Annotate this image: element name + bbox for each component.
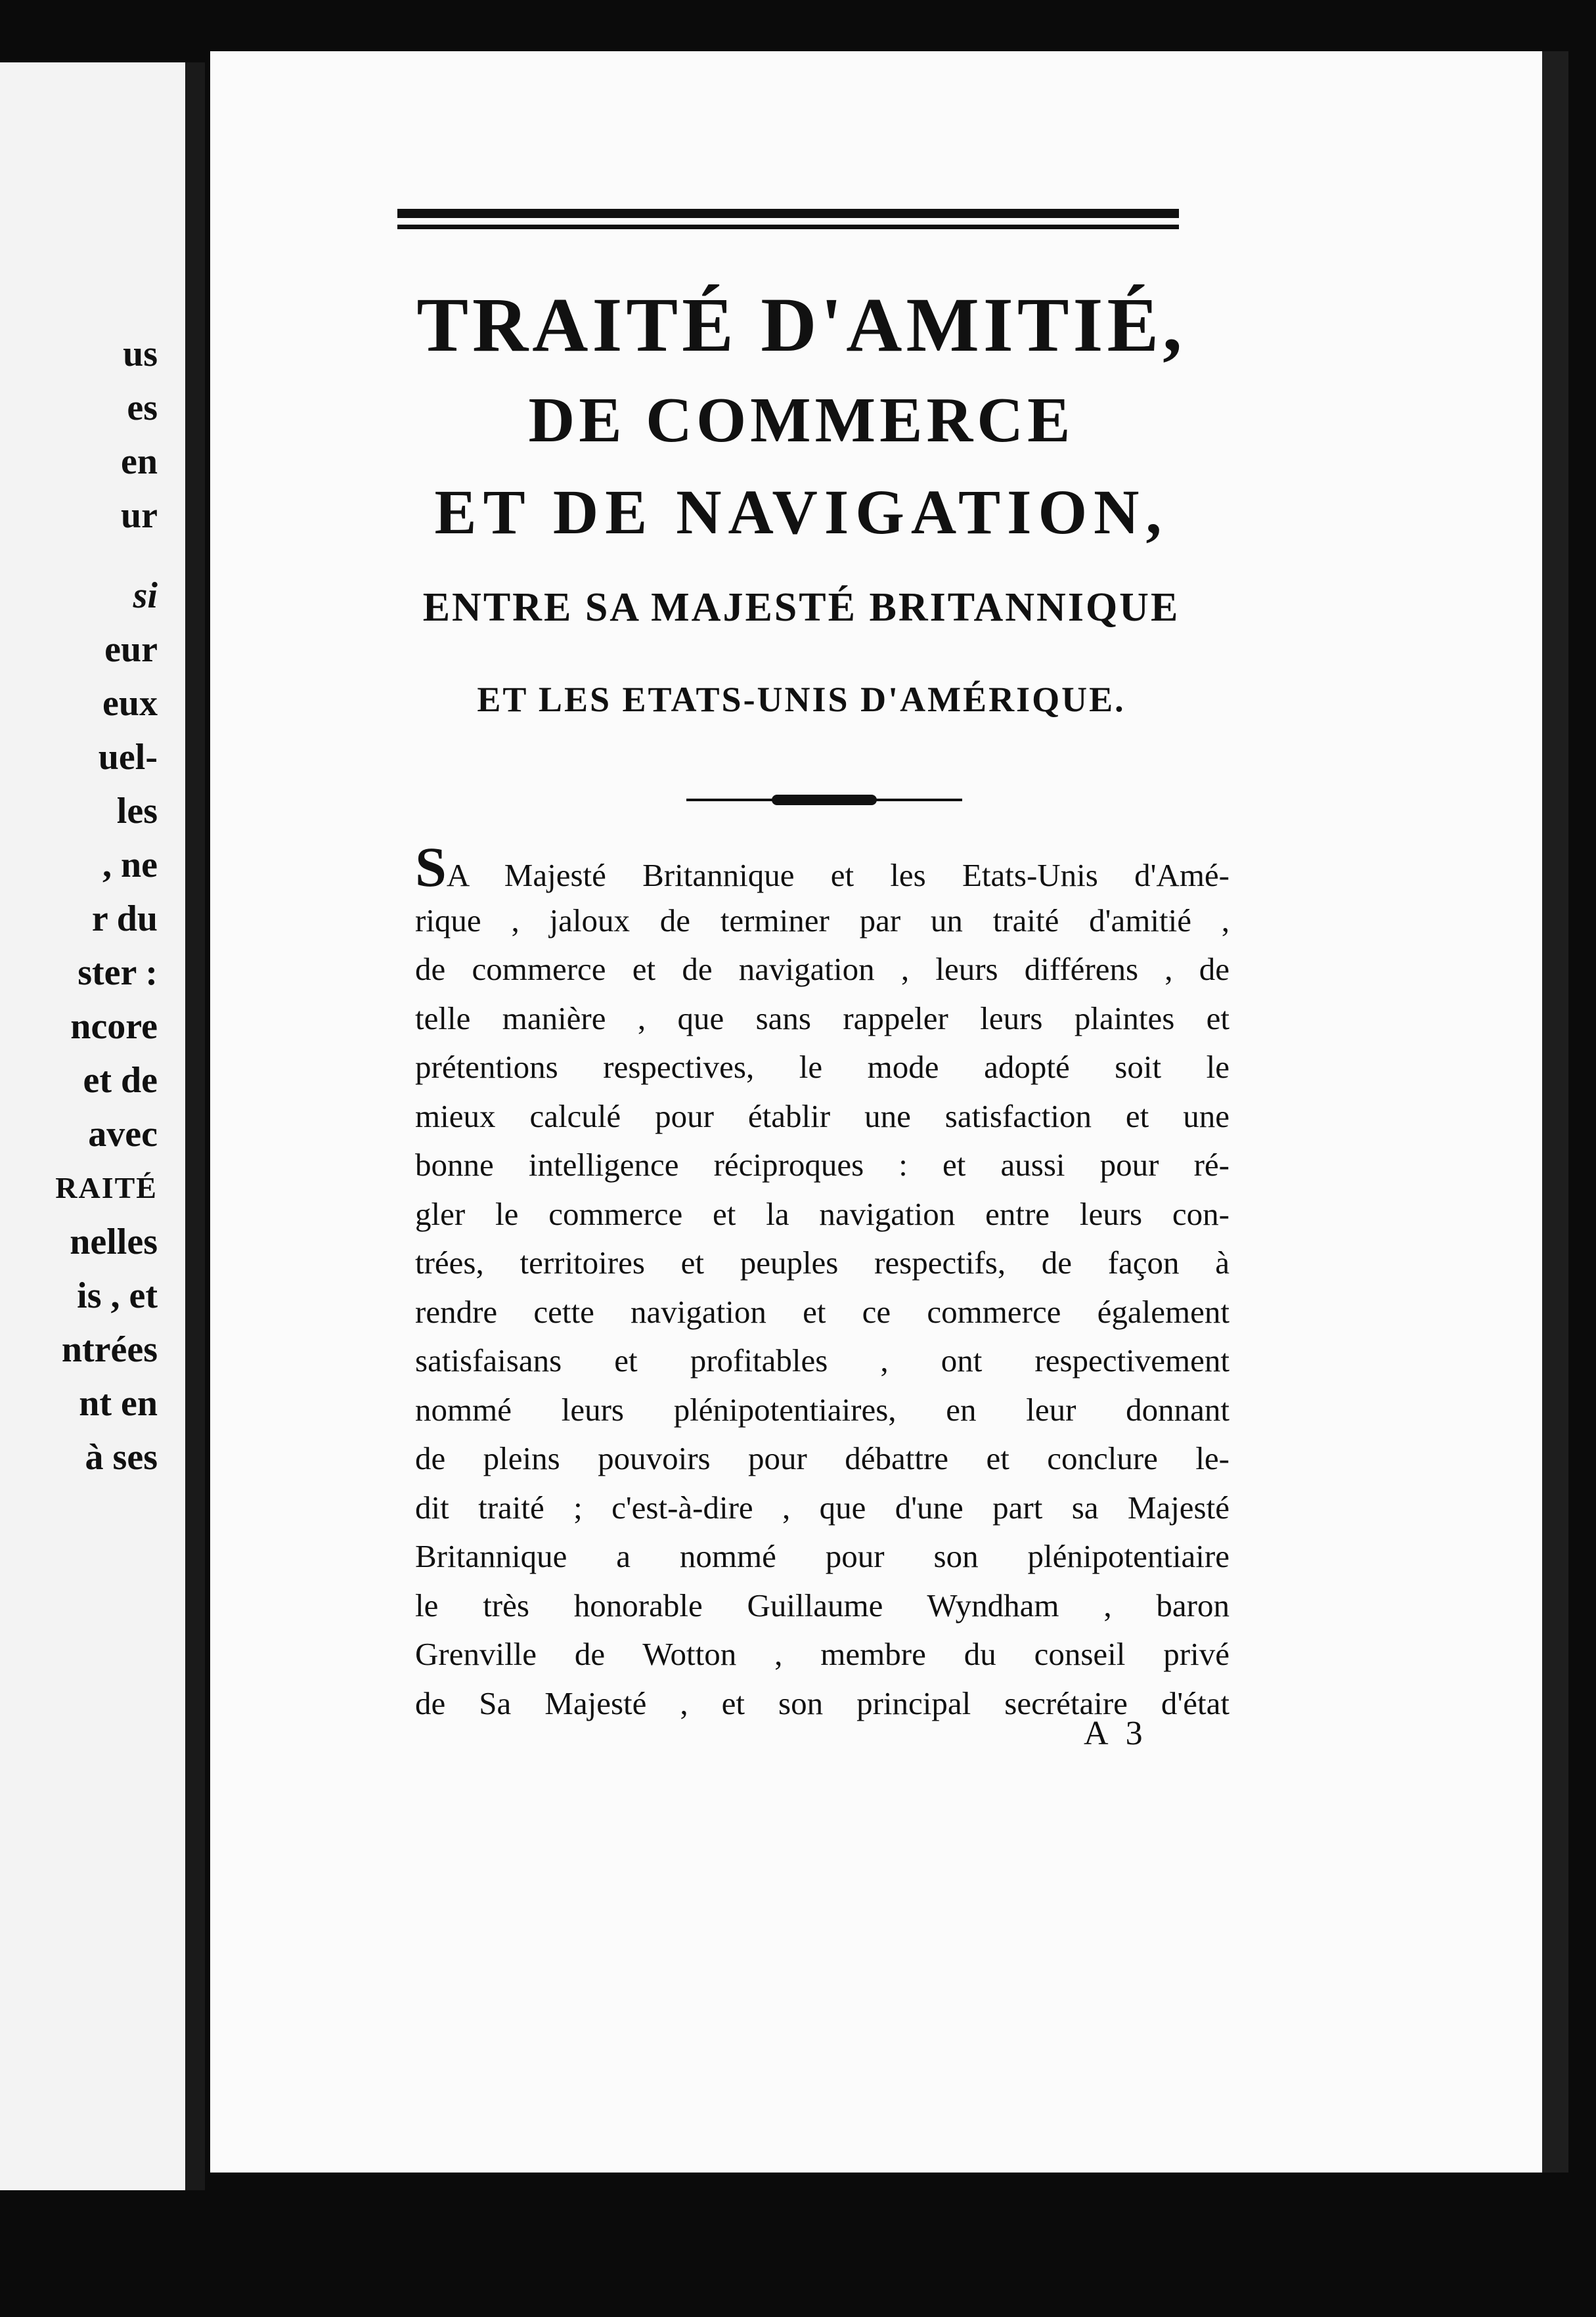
left-fragment: is , et: [77, 1275, 158, 1316]
text-line: trées, territoires et peuples respectifs, de façon à: [415, 1245, 1230, 1281]
left-fragment: us: [123, 334, 158, 374]
left-fragment: , ne: [102, 845, 158, 885]
body-paragraph: [415, 847, 1230, 1728]
text-line: gler le commerce et la navigation entre leurs con-: [415, 1195, 1230, 1232]
left-fragment: à ses: [85, 1437, 158, 1478]
text-line: bonne intelligence réciproques : et aussi pour ré-: [415, 1147, 1230, 1183]
left-fragment: nt en: [79, 1383, 158, 1424]
text-line: telle manière , que sans rappeler leurs plaintes et: [415, 1000, 1230, 1036]
left-fragment: en: [121, 441, 158, 482]
left-fragment: nelles: [70, 1222, 158, 1262]
left-fragment: uel-: [98, 737, 158, 778]
left-fragment: es: [127, 387, 158, 428]
left-fragment: ster :: [78, 952, 158, 993]
text-line: rendre cette navigation et ce commerce également: [415, 1293, 1230, 1330]
text-line: mieux calculé pour établir une satisfaction et une: [415, 1097, 1230, 1134]
left-fragment: si: [133, 575, 158, 616]
text-line: SA Majesté Britannique et les Etats-Unis d'Amé-: [415, 847, 1230, 896]
left-fragment: ncore: [70, 1006, 158, 1047]
left-fragment: avec: [88, 1114, 158, 1155]
text-line: Britannique a nommé pour son plénipotentiaire: [415, 1538, 1230, 1574]
drop-cap: S: [415, 847, 447, 896]
left-fragment: et de: [83, 1060, 158, 1101]
text-line: de pleins pouvoirs pour débattre et conclure le-: [415, 1440, 1230, 1476]
left-fragment: les: [116, 791, 158, 831]
left-fragment: eur: [104, 629, 158, 670]
text-line: nommé leurs plénipotentiaires, en leur donnant: [415, 1391, 1230, 1428]
page-gutter: [185, 62, 205, 2190]
left-fragment: ur: [121, 495, 158, 536]
text-line: rique , jaloux de terminer par un traité d'amitié ,: [415, 902, 1230, 938]
text-line: de Sa Majesté , et son principal secrétaire d'état: [415, 1685, 1230, 1721]
text-line: le très honorable Guillaume Wyndham , baron: [415, 1587, 1230, 1623]
separator-ornament: [686, 793, 962, 806]
text-line: de commerce et de navigation , leurs différens , de: [415, 951, 1230, 987]
title-line-5: ET LES ETATS-UNIS D'AMÉRIQUE.: [477, 680, 1126, 719]
signature-mark: A 3: [1084, 1715, 1148, 1752]
left-fragment: r du: [91, 898, 158, 939]
left-fragment: RAITÉ: [55, 1171, 158, 1204]
title-block: [355, 276, 1248, 742]
left-fragment: ntrées: [61, 1329, 158, 1370]
title-line-2: DE COMMERCE: [528, 385, 1075, 456]
header-rule: [397, 209, 1179, 234]
left-page-text: [0, 327, 158, 1484]
text-line: satisfaisans et profitables , ont respectivement: [415, 1342, 1230, 1379]
title-line-3: ET DE NAVIGATION,: [434, 477, 1168, 547]
left-fragment: eux: [102, 683, 158, 724]
text-line: dit traité ; c'est-à-dire , que d'une part sa Majesté: [415, 1489, 1230, 1526]
title-line-1: TRAITÉ D'AMITIÉ,: [416, 282, 1186, 368]
text-line: prétentions respectives, le mode adopté soit le: [415, 1049, 1230, 1085]
text-line: Grenville de Wotton , membre du conseil privé: [415, 1636, 1230, 1672]
page-edge: [1542, 51, 1568, 2173]
title-line-4: ENTRE SA MAJESTÉ BRITANNIQUE: [422, 585, 1180, 630]
